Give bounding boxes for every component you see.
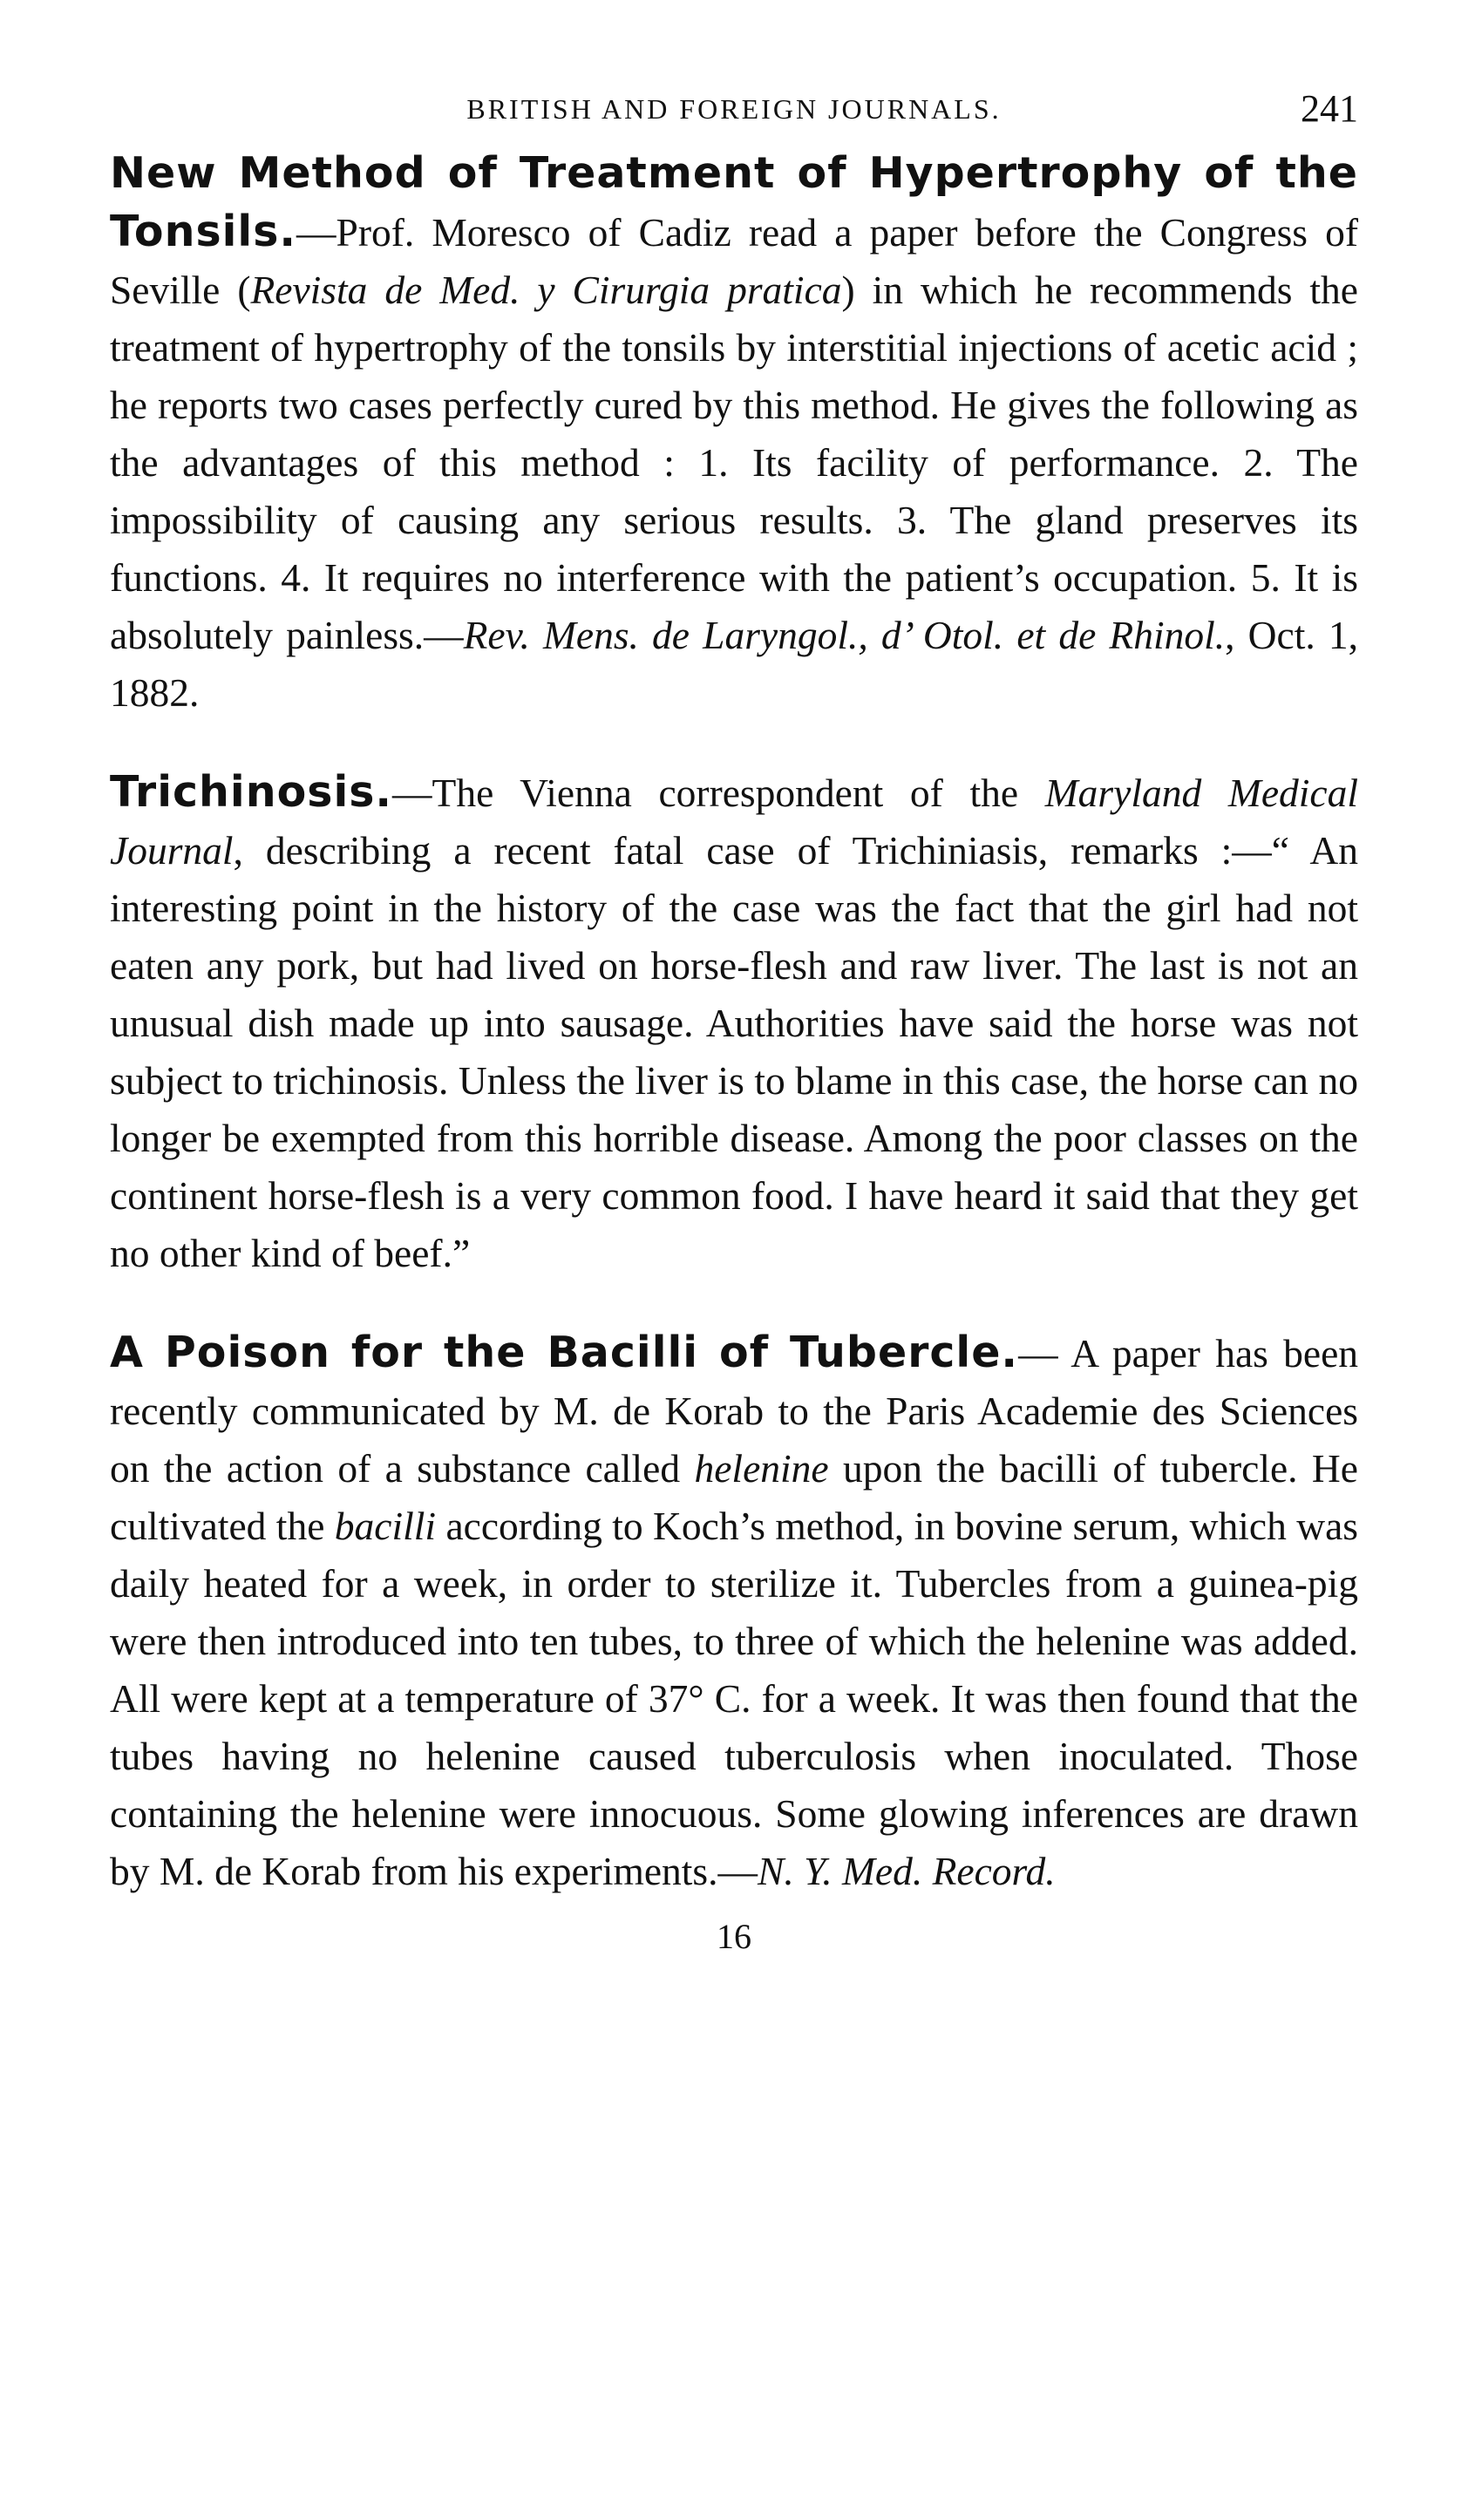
article-text: — A paper has been recently communicated by M. de Korab to the Paris Academie des Sciences on the action of a substance called [110, 1331, 1359, 1491]
article-text: , describing a recent fatal case of Trichiniasis, remarks :—“ An interesting point in the history of the case was the fact that the girl had not eaten any pork, but had lived on horse-flesh and raw liver. The last is not an unusual dish made up into sausage. Authorities have said the horse was not subject to trichinosis. Unless the liver is to blame in this case, the horse can no longer be exempted from this horrible disease. Among the poor classes on the continent horse-flesh is a very common food. I have heard it said that they get no other kind of beef.” [110, 828, 1358, 1275]
article-text: ) in which he recommends the treatment of hypertrophy of the tonsils by interstitial injections of acetic acid ; he reports two cases perfectly cured by this method. He gives the following as the advantages of this method : 1. Its facility of performance. 2. The impossibility of causing any serious results. 3. The gland preserves its functions. 4. It requires no interference with the patient’s occupation. 5. It is absolutely painless.— [110, 268, 1359, 657]
article-tonsils [110, 145, 1358, 722]
journal-citation: N. Y. Med. Record. [758, 1849, 1056, 1893]
journal-citation: Maryland Medical Journal [110, 771, 1358, 873]
article-text: , Oct. 1, 1882. [110, 613, 1358, 715]
article-text: according to Koch’s method, in bovine serum, which was daily heated for a week, in order to sterilize it. Tubercles from a guinea-pig were then introduced into ten tubes, to three of which the helenine was added. All were kept at a temperature of 37° C. for a week. It was then found that the tubes having no helenine caused tuberculosis when inoculated. Those containing the helenine were innocuous. Some glowing inferences are drawn by M. de Korab from his experiments.— [110, 1504, 1358, 1893]
journal-citation: Rev. Mens. de Laryngol., d’ Otol. et de Rhinol. [463, 613, 1226, 657]
article-text: —Prof. Moresco of Cadiz read a paper before the Congress of Seville ( [110, 210, 1358, 312]
article-trichinosis [110, 764, 1358, 1282]
journal-page [110, 78, 1358, 1957]
article-text: upon the bacilli of tubercle. He cultivated the [110, 1446, 1358, 1548]
substance-name: bacilli [334, 1504, 437, 1548]
journal-citation: Revista de Med. y Cirurgia pratica [250, 268, 842, 312]
running-title: BRITISH AND FOREIGN JOURNALS. [466, 93, 1002, 125]
article-tubercle [110, 1324, 1358, 1900]
substance-name: helenine [694, 1446, 829, 1491]
running-head [110, 78, 1358, 139]
signature-mark: 16 [717, 1917, 751, 1956]
article-heading: A Poison for the Bacilli of Tubercle. [110, 1328, 1019, 1377]
article-heading: Trichinosis. [110, 767, 393, 817]
article-heading: New Method of Treatment of Hypertrophy of the Tonsils. [110, 148, 1358, 256]
page-number: 241 [1301, 87, 1358, 130]
article-text: —The Vienna correspondent of the [392, 771, 1045, 815]
